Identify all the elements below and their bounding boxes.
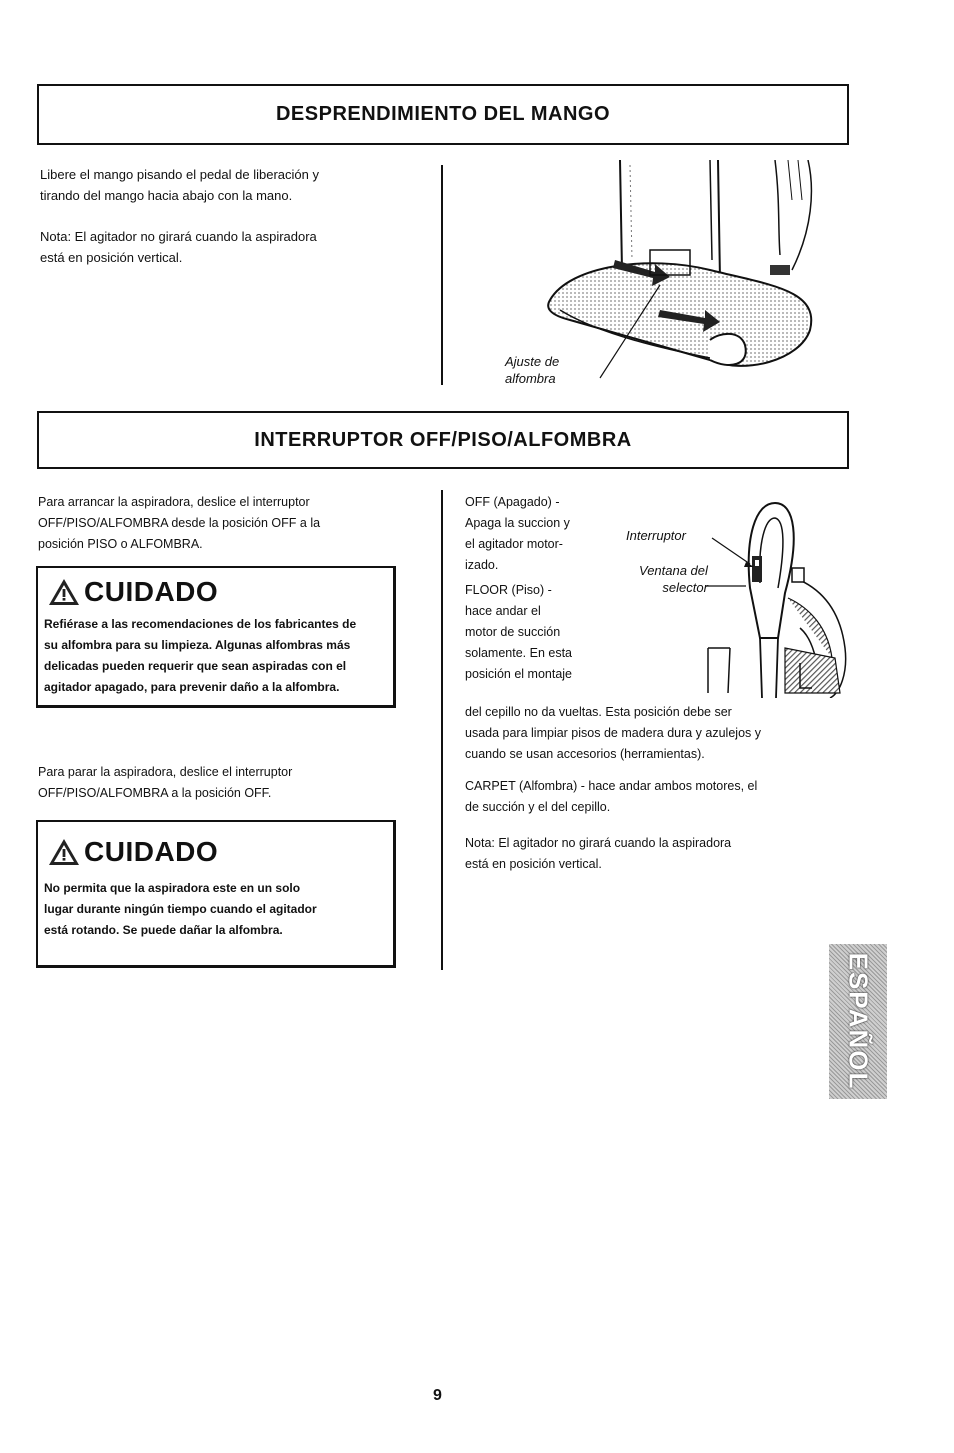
paragraph-line: motor de succión (465, 625, 561, 639)
paragraph-line: OFF/PISO/ALFOMBRA a la posición OFF. (38, 786, 272, 800)
label-line: Ventana del (639, 563, 708, 578)
caution-box-2 (36, 820, 396, 968)
paragraph-line: posición PISO o ALFOMBRA. (38, 537, 203, 551)
caution-line: delicadas pueden requerir que sean aspiradas con el (44, 659, 347, 673)
figure-label-carpet-adjust (505, 353, 559, 387)
figure-label-line: alfombra (505, 371, 556, 386)
page-number: 9 (433, 1387, 442, 1404)
caution-heading (48, 836, 393, 868)
column-divider (441, 165, 443, 385)
caution-line: agitador apagado, para prevenir daño a la alfombra. (44, 680, 340, 694)
paragraph-line: Para arrancar la aspiradora, deslice el interruptor (38, 495, 310, 509)
mode-heading-off: OFF (Apagado) - (465, 495, 560, 509)
paragraph-line: el agitador motor- (465, 537, 563, 551)
paragraph-line: solamente. En esta (465, 646, 573, 660)
paragraph-line: hace andar el (465, 604, 541, 618)
mode-carpet: CARPET (Alfombra) - hace andar ambos motores, el (465, 779, 758, 793)
paragraph-line: OFF/PISO/ALFOMBRA desde la posición OFF a la (38, 516, 321, 530)
caution-heading (48, 576, 393, 608)
figure-label-line: Ajuste de (505, 354, 560, 369)
caution-line: lugar durante ningún tiempo cuando el agitador (44, 902, 317, 916)
caution-title: CUIDADO (84, 836, 219, 867)
paragraph-line: tirando del mango hacia abajo con la mano. (40, 188, 293, 203)
label-ventana-selector (637, 562, 708, 596)
caution-title: CUIDADO (84, 576, 219, 607)
caution-line: está rotando. Se puede dañar la alfombra. (44, 923, 283, 937)
mode-descriptions-wide (465, 702, 865, 875)
paragraph-line: de succión y el del cepillo. (465, 800, 611, 814)
warning-triangle-icon (48, 578, 80, 606)
section1-text (40, 164, 440, 268)
note-line: Nota: El agitador no girará cuando la aspiradora (465, 836, 732, 850)
mode-heading-floor: FLOOR (Piso) - (465, 583, 552, 597)
section-title: INTERRUPTOR OFF/PISO/ALFOMBRA (254, 428, 632, 451)
vacuum-nozzle-illustration (530, 160, 850, 390)
paragraph-line: Libere el mango pisando el pedal de liberación y (40, 167, 319, 182)
start-instructions (38, 492, 438, 555)
paragraph-line: Para parar la aspiradora, deslice el interruptor (38, 765, 293, 779)
note-line: está en posición vertical. (40, 250, 183, 265)
stop-instructions (38, 762, 438, 804)
column-divider (441, 490, 443, 970)
language-tab-label: ESPAÑOL (843, 952, 874, 1091)
paragraph-line: cuando se usan accesorios (herramientas). (465, 747, 705, 761)
caution-box-1 (36, 566, 396, 708)
section-header-desprendimiento (37, 84, 849, 145)
paragraph-line: Apaga la succion y (465, 516, 570, 530)
switch-leader-lines (700, 498, 780, 608)
note-line: está en posición vertical. (465, 857, 602, 871)
label-line: selector (662, 580, 708, 595)
section-header-interruptor (37, 411, 849, 469)
caution-line: No permita que la aspiradora este en un solo (44, 881, 301, 895)
note-line: Nota: El agitador no girará cuando la aspiradora (40, 229, 317, 244)
warning-triangle-icon (48, 838, 80, 866)
caution-line: su alfombra para su limpieza. Algunas alfombras más (44, 638, 351, 652)
paragraph-line: posición el montaje (465, 667, 573, 681)
caution-line: Refiérase a las recomendaciones de los fabricantes de (44, 617, 357, 631)
mode-descriptions-narrow (465, 492, 615, 685)
language-tab-espanol (829, 944, 887, 1099)
section-title: DESPRENDIMIENTO DEL MANGO (275, 103, 610, 125)
paragraph-line: izado. (465, 558, 499, 572)
paragraph-line: del cepillo no da vueltas. Esta posición debe ser (465, 705, 732, 719)
paragraph-line: usada para limpiar pisos de madera dura y azulejos y (465, 726, 761, 740)
label-interruptor: Interruptor (626, 528, 686, 543)
